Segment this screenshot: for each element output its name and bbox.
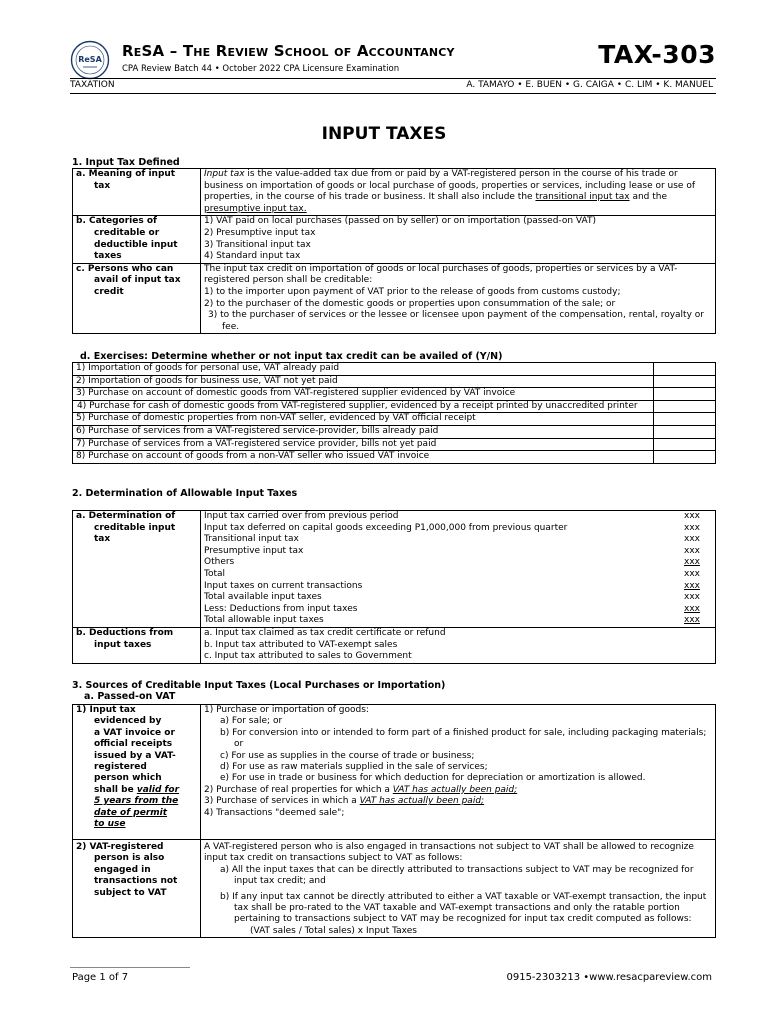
table-row	[73, 413, 716, 426]
determination-list	[201, 511, 716, 628]
line-value: xxx	[684, 592, 700, 603]
label-line: official receipts	[94, 739, 173, 750]
categories-list	[201, 216, 716, 263]
line-text: Input taxes on current transactions	[204, 580, 363, 591]
list-item: b) If any input tax cannot be directly attributed to either a VAT taxable or VAT-exempt transaction, the input tax shall be pro-rated to the VAT taxable and VAT-exempt transactions and only the ratable portion pertaining to transactions subject to VAT may be recognized for input tax credit computed as follows:	[220, 891, 707, 925]
line-value: xxx	[684, 603, 700, 614]
list-item: 2) Presumptive input tax	[204, 227, 316, 238]
item-text: 3) Purchase of services in which a	[204, 796, 360, 807]
label-line: evidenced by	[94, 716, 162, 727]
label-line: registered	[94, 762, 147, 773]
label-line: issued by a VAT-	[94, 750, 176, 761]
logo-text: ReSA	[78, 55, 102, 64]
line-text: Total	[204, 568, 226, 579]
list-item	[204, 796, 712, 807]
table-row	[73, 375, 716, 388]
sources-table	[72, 704, 716, 938]
list-item: 1) to the importer upon payment of VAT prior to the release of goods from customs custody;	[204, 286, 621, 297]
meaning-label	[73, 169, 201, 216]
validity-text: 5 years from the	[94, 796, 179, 807]
list-item	[204, 785, 712, 796]
label-line: a. Determination of	[76, 511, 176, 521]
authors-list: A. TAMAYO • E. BUEN • G. CAIGA • C. LIM • K. MANUEL	[466, 80, 713, 90]
list-intro: 1) Purchase or importation of goods:	[204, 705, 369, 715]
batch-info: CPA Review Batch 44 • October 2022 CPA Licensure Examination	[122, 64, 400, 74]
line-item	[204, 581, 712, 593]
list-item: a) For sale; or	[220, 716, 283, 727]
list-item: c) For use as supplies in the course of trade or business;	[220, 750, 475, 761]
label-line: c. Persons who can	[76, 263, 174, 274]
answer-cell[interactable]	[654, 413, 716, 426]
label-line: 2) VAT-registered	[76, 842, 164, 852]
line-value: xxx	[684, 568, 700, 579]
label-line	[76, 785, 197, 796]
label-line: creditable or	[94, 227, 160, 238]
allowable-input-taxes-table	[72, 510, 716, 664]
transitional-term: transitional input tax	[535, 192, 630, 203]
exercise-item: 2) Importation of goods for business use, VAT not yet paid	[73, 375, 654, 388]
page-title: INPUT TAXES	[321, 124, 447, 144]
table-row	[73, 511, 716, 628]
conjunction: and the	[629, 192, 668, 203]
categories-label	[73, 216, 201, 263]
meaning-text	[201, 169, 716, 216]
mixed-transactions-text	[201, 840, 716, 938]
vat-invoice-list	[201, 705, 716, 840]
validity-text: to use	[94, 819, 126, 830]
list-item: 1) VAT paid on local purchases (passed on by seller) or on importation (passed-on VAT)	[204, 216, 596, 227]
persons-intro: The input tax credit on importation of goods or local purchases of goods, properties or services by a VAT-registered person shall be creditable:	[204, 263, 678, 286]
label-line: b. Deductions from	[76, 627, 174, 638]
table-row	[73, 363, 716, 376]
passed-on-vat-heading: a. Passed-on VAT	[84, 691, 176, 702]
list-item: a. Input tax claimed as tax credit certificate or refund	[204, 627, 446, 638]
line-value: xxx	[684, 534, 700, 545]
resa-logo-icon	[70, 40, 110, 80]
answer-cell[interactable]	[654, 451, 716, 464]
answer-cell[interactable]	[654, 438, 716, 451]
page-number: Page 1 of 7	[72, 972, 129, 983]
line-text: Input tax deferred on capital goods exceeding P1,000,000 from previous quarter	[204, 522, 568, 533]
list-item: 2) to the purchaser of the domestic goods or properties upon consummation of the sale; or	[204, 298, 616, 309]
line-value: xxx	[684, 545, 700, 556]
exercise-item: 4) Purchase for cash of domestic goods from VAT-registered supplier, evidenced by a receipt printed by unaccredited printer	[73, 400, 654, 413]
line-value: xxx	[684, 522, 700, 533]
answer-cell[interactable]	[654, 375, 716, 388]
line-text: Total available input taxes	[204, 592, 322, 603]
label-line: engaged in	[94, 864, 151, 875]
line-text: Total allowable input taxes	[204, 615, 324, 626]
exercise-item: 5) Purchase of domestic properties from non-VAT seller, evidenced by VAT official receipt	[73, 413, 654, 426]
school-name: ReSA – The Review School of Accountancy	[122, 42, 455, 60]
exercise-item: 3) Purchase on account of domestic goods from VAT-registered supplier evidenced by VAT invoice	[73, 388, 654, 401]
table-row	[73, 451, 716, 464]
label-line: transactions not	[94, 876, 178, 887]
table-row	[73, 627, 716, 663]
list-item: d) For use as raw materials supplied in the sale of services;	[220, 762, 488, 773]
label-line: tax	[94, 180, 111, 191]
label-line: person which	[94, 773, 162, 784]
list-item: 3) to the purchaser of services or the lessee or licensee upon payment of the compensation, rental, royalty or fee.	[208, 310, 704, 332]
label-line: creditable input	[94, 522, 176, 533]
exercises-heading: d. Exercises: Determine whether or not input tax credit can be availed of (Y/N)	[80, 351, 503, 362]
line-text: Others	[204, 557, 235, 568]
contact-info: 0915-2303213 •www.resacpareview.com	[506, 972, 712, 983]
item-text: 2) Purchase of real properties for which a	[204, 784, 393, 795]
list-item: b) For conversion into or intended to form part of a finished product for sale, including packaging materials; or	[220, 727, 707, 750]
label-line: credit	[94, 286, 124, 297]
item-emphasis: VAT has actually been paid;	[359, 796, 485, 807]
persons-text	[201, 263, 716, 334]
table-row	[73, 705, 716, 840]
table-row	[73, 840, 716, 938]
line-text: Transitional input tax	[204, 534, 299, 545]
validity-text: date of permit	[94, 807, 168, 818]
exercise-item: 8) Purchase on account of goods from a non-VAT seller who issued VAT invoice	[73, 451, 654, 464]
answer-cell[interactable]	[654, 363, 716, 376]
line-text: Presumptive input tax	[204, 545, 304, 556]
header-divider	[70, 78, 716, 79]
line-value: xxx	[684, 557, 700, 568]
list-item: 4) Standard input tax	[204, 251, 301, 262]
pro-rata-formula: (VAT sales / Total sales) x Input Taxes	[250, 925, 417, 936]
line-item	[204, 592, 712, 604]
line-item	[204, 557, 712, 569]
mixed-transactions-label	[73, 840, 201, 938]
label-text: shall be	[94, 784, 137, 795]
course-code: TAX-303	[598, 40, 716, 69]
list-item: 3) Transitional input tax	[204, 239, 311, 250]
exercise-item: 1) Importation of goods for personal use, VAT already paid	[73, 363, 654, 376]
line-value: xxx	[684, 511, 700, 521]
validity-text: valid for	[136, 784, 180, 795]
section-3-heading: 3. Sources of Creditable Input Taxes (Local Purchases or Importation)	[72, 680, 446, 691]
table-row	[73, 438, 716, 451]
answer-cell[interactable]	[654, 425, 716, 438]
answer-cell[interactable]	[654, 400, 716, 413]
list-item: b. Input tax attributed to VAT-exempt sales	[204, 639, 398, 650]
line-item	[204, 523, 712, 535]
footer-divider	[70, 967, 190, 968]
table-row	[73, 169, 716, 216]
line-item	[204, 546, 712, 558]
line-text: Input tax carried over from previous period	[204, 511, 399, 521]
exercises-table	[72, 362, 716, 464]
list-item: c. Input tax attributed to sales to Government	[204, 651, 412, 662]
table-row	[73, 263, 716, 334]
deductions-list	[201, 627, 716, 663]
line-text: Less: Deductions from input taxes	[204, 603, 358, 614]
table-row	[73, 216, 716, 263]
section-2-heading: 2. Determination of Allowable Input Taxes	[72, 488, 298, 499]
label-line: 1) Input tax	[76, 705, 136, 715]
exercise-item: 6) Purchase of services from a VAT-registered service-provider, bills already paid	[73, 425, 654, 438]
line-value: xxx	[684, 615, 700, 626]
line-item	[204, 569, 712, 581]
line-item	[204, 604, 712, 616]
table-row	[73, 425, 716, 438]
input-tax-term: Input tax	[204, 169, 245, 179]
label-line: taxes	[94, 251, 122, 262]
determination-label	[73, 511, 201, 628]
label-line: input taxes	[94, 639, 152, 650]
header-divider-bottom	[70, 93, 716, 94]
vat-invoice-label	[73, 705, 201, 840]
meaning-body: is the value-added tax due from or paid by a VAT-registered person in the course of his trade or business on importation of goods or local purchase of goods, properties or services, including lease or use of properties, in the course of his trade or business. It shall also include the	[204, 169, 695, 203]
section-1-heading: 1. Input Tax Defined	[72, 157, 180, 168]
line-item	[204, 511, 712, 523]
deductions-label	[73, 627, 201, 663]
presumptive-term: presumptive input tax.	[204, 203, 307, 214]
label-line: avail of input tax	[94, 275, 181, 286]
list-item: 4) Transactions "deemed sale";	[204, 807, 345, 818]
line-item	[204, 615, 712, 627]
label-line: subject to VAT	[94, 887, 167, 898]
line-item	[204, 534, 712, 546]
label-line: a. Meaning of input	[76, 169, 176, 179]
persons-label	[73, 263, 201, 334]
list-item: e) For use in trade or business for which deduction for depreciation or amortization is allowed.	[220, 773, 646, 784]
subject-label: TAXATION	[70, 80, 115, 90]
table-row	[73, 400, 716, 413]
label-line: tax	[94, 534, 111, 545]
label-line: person is also	[94, 853, 165, 864]
item-emphasis: VAT has actually been paid;	[392, 784, 518, 795]
input-tax-defined-table	[72, 168, 716, 334]
label-line: a VAT invoice or	[94, 727, 175, 738]
mixed-intro: A VAT-registered person who is also engaged in transactions not subject to VAT shall be allowed to recognize input tax credit on transactions subject to VAT as follows:	[204, 842, 694, 864]
exercise-item: 7) Purchase of services from a VAT-registered service provider, bills not yet paid	[73, 438, 654, 451]
answer-cell[interactable]	[654, 388, 716, 401]
line-value: xxx	[684, 580, 700, 591]
label-line: b. Categories of	[76, 216, 157, 227]
table-row	[73, 388, 716, 401]
label-line: deductible input	[94, 239, 178, 250]
list-item: a) All the input taxes that can be directly attributed to transactions subject to VAT may be recognized for input tax credit; and	[220, 864, 694, 887]
